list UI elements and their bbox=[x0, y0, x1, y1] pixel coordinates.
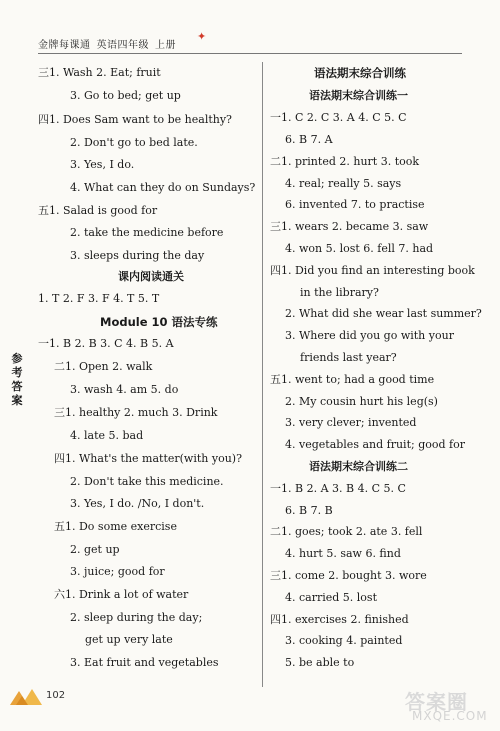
volume-name: 上册 bbox=[155, 40, 176, 51]
answer-line: 4. What can they do on Sundays? bbox=[70, 181, 256, 194]
section-heading: 课内阅读通关 bbox=[118, 270, 184, 283]
page-number: 102 bbox=[46, 690, 66, 701]
answer-line: 2. Don't take this medicine. bbox=[70, 475, 224, 488]
watermark-url: MXQE.COM bbox=[412, 709, 488, 723]
answer-line: 六1. Drink a lot of water bbox=[54, 588, 189, 601]
answer-line: 4. vegetables and fruit; good for bbox=[285, 438, 465, 451]
answer-line: 3. Yes, I do. /No, I don't. bbox=[70, 497, 205, 510]
answer-line: 四1. What's the matter(with you)? bbox=[54, 452, 242, 465]
answer-line: 一1. B 2. A 3. B 4. C 5. C bbox=[270, 482, 406, 495]
answer-line: 3. Yes, I do. bbox=[70, 158, 135, 171]
answer-line: 3. sleeps during the day bbox=[70, 249, 205, 262]
watermark-logo: 答案圈 bbox=[405, 690, 468, 714]
answer-line: 2. My cousin hurt his leg(s) bbox=[285, 395, 438, 408]
answer-line: 4. real; really 5. says bbox=[285, 177, 402, 190]
answer-line: 五1. Salad is good for bbox=[38, 204, 158, 217]
answer-line: 3. cooking 4. painted bbox=[285, 634, 403, 647]
answer-line: 3. Where did you go with your bbox=[285, 329, 454, 342]
answer-line: 2. take the medicine before bbox=[70, 226, 224, 239]
header-rule bbox=[38, 53, 462, 54]
answer-line: 三1. healthy 2. much 3. Drink bbox=[54, 406, 218, 419]
side-label: 参考答案 bbox=[11, 352, 23, 407]
answer-line: 2. get up bbox=[70, 543, 120, 556]
answer-line: 五1. Do some exercise bbox=[54, 520, 177, 533]
answer-line: get up very late bbox=[85, 633, 173, 646]
answer-line: 三1. come 2. bought 3. wore bbox=[270, 569, 427, 582]
answer-line: 3. very clever; invented bbox=[285, 416, 417, 429]
answer-line: 4. carried 5. lost bbox=[285, 591, 377, 604]
answer-line: 6. B 7. A bbox=[285, 133, 333, 146]
section-subheading: 语法期末综合训练一 bbox=[309, 89, 408, 102]
brand-name: 金牌每课通 bbox=[38, 40, 91, 51]
answer-line: 3. wash 4. am 5. do bbox=[70, 383, 179, 396]
section-heading: 语法期末综合训练 bbox=[314, 66, 406, 80]
section-heading: Module 10 语法专练 bbox=[100, 315, 218, 329]
running-header bbox=[38, 36, 182, 51]
answer-line: 5. be able to bbox=[285, 656, 355, 669]
mountain-icon bbox=[10, 687, 50, 705]
answer-line: 四1. exercises 2. finished bbox=[270, 613, 409, 626]
answer-line: friends last year? bbox=[300, 351, 397, 364]
answer-line: 五1. went to; had a good time bbox=[270, 373, 435, 386]
answer-line: 四1. Did you find an interesting book bbox=[270, 264, 475, 277]
answer-line: 2. What did she wear last summer? bbox=[285, 307, 482, 320]
answer-line: 三1. wears 2. became 3. saw bbox=[270, 220, 429, 233]
answer-line: 6. B 7. B bbox=[285, 504, 333, 517]
answer-line: 3. Go to bed; get up bbox=[70, 89, 181, 102]
section-subheading: 语法期末综合训练二 bbox=[309, 460, 408, 473]
answer-line: 四1. Does Sam want to be healthy? bbox=[38, 113, 232, 126]
answer-line: 4. won 5. lost 6. fell 7. had bbox=[285, 242, 434, 255]
answer-line: 4. late 5. bad bbox=[70, 429, 144, 442]
star-icon: ✦ bbox=[197, 30, 207, 43]
answer-line: 二1. Open 2. walk bbox=[54, 360, 153, 373]
answer-line: 2. Don't go to bed late. bbox=[70, 136, 198, 149]
answer-line: 3. Eat fruit and vegetables bbox=[70, 656, 219, 669]
answer-line: in the library? bbox=[300, 286, 379, 299]
answer-line: 1. T 2. F 3. F 4. T 5. T bbox=[38, 292, 160, 305]
answer-line: 一1. C 2. C 3. A 4. C 5. C bbox=[270, 111, 407, 124]
column-divider bbox=[262, 62, 263, 687]
answer-line: 4. hurt 5. saw 6. find bbox=[285, 547, 401, 560]
answer-line: 一1. B 2. B 3. C 4. B 5. A bbox=[38, 337, 174, 350]
answer-line: 二1. goes; took 2. ate 3. fell bbox=[270, 525, 423, 538]
answer-line: 3. juice; good for bbox=[70, 565, 165, 578]
answer-line: 6. invented 7. to practise bbox=[285, 198, 425, 211]
answer-line: 三1. Wash 2. Eat; fruit bbox=[38, 66, 161, 79]
answer-line: 二1. printed 2. hurt 3. took bbox=[270, 155, 420, 168]
subject-name: 英语四年级 bbox=[96, 40, 149, 51]
answer-line: 2. sleep during the day; bbox=[70, 611, 203, 624]
